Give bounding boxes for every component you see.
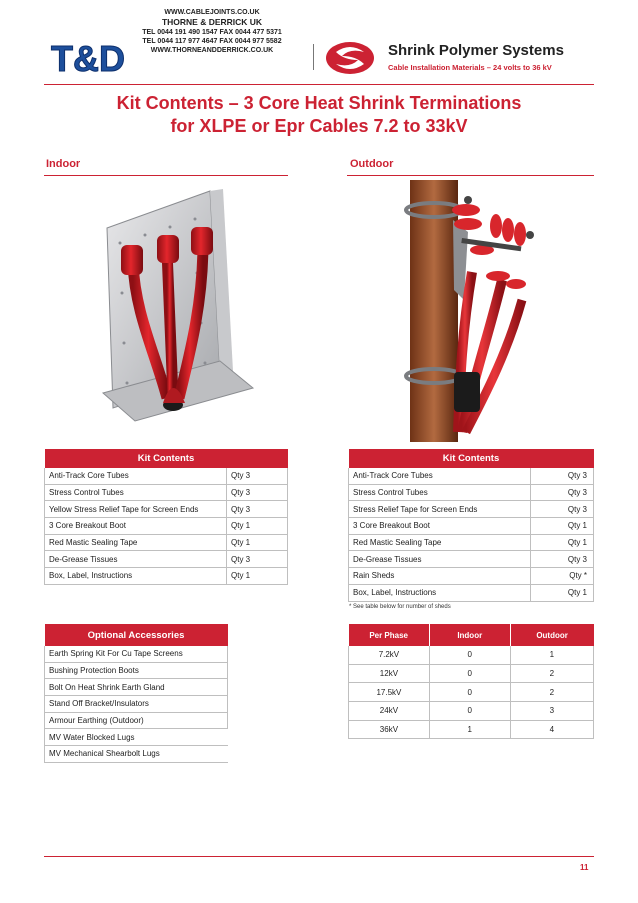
table-row	[349, 551, 594, 568]
table-row	[45, 534, 288, 551]
item-cell: Box, Label, Instructions	[45, 568, 227, 585]
indoor-cell: 1	[429, 720, 510, 739]
table-row	[45, 729, 228, 746]
table-row	[45, 501, 288, 518]
page-number: 11	[580, 863, 589, 872]
indoor-termination-image	[95, 183, 255, 428]
table-row	[349, 702, 594, 721]
brand-subtitle: Cable Installation Materials – 24 volts to 36 kV	[388, 63, 552, 72]
indoor-cell: 0	[429, 702, 510, 721]
outdoor-rule	[347, 175, 594, 176]
table-row	[45, 746, 228, 763]
outdoor-cell: 2	[510, 683, 593, 702]
table-row	[349, 646, 594, 664]
accessories-header: Optional Accessories	[45, 624, 228, 646]
table-row	[349, 683, 594, 702]
outdoor-kit-header-row	[349, 449, 594, 468]
accessory-item: MV Water Blocked Lugs	[45, 729, 228, 746]
table-row	[45, 468, 288, 484]
page-title	[40, 92, 598, 138]
qty-cell: Qty 1	[531, 518, 594, 535]
website: WWW.CABLEJOINTS.CO.UK	[164, 9, 260, 16]
contact-block	[132, 8, 292, 55]
accessory-item: Stand Off Bracket/Insulators	[45, 696, 228, 713]
header-rule	[44, 84, 594, 85]
table-row	[349, 484, 594, 501]
qty-cell: Qty 3	[531, 468, 594, 484]
qty-cell: Qty 3	[531, 501, 594, 518]
sheds-header-row	[349, 624, 594, 646]
website-2: WWW.THORNEANDDERRICK.CO.UK	[150, 47, 274, 54]
indoor-cell: 0	[429, 683, 510, 702]
table-row	[349, 501, 594, 518]
item-cell: De-Grease Tissues	[349, 551, 531, 568]
outdoor-termination-image	[398, 180, 548, 442]
outdoor-cell: 1	[510, 646, 593, 664]
voltage-cell: 24kV	[349, 702, 430, 721]
item-cell: Stress Relief Tape for Screen Ends	[349, 501, 531, 518]
td-logo-text: T&D	[51, 38, 125, 78]
table-row	[349, 720, 594, 739]
item-cell: 3 Core Breakout Boot	[45, 518, 227, 535]
accessory-item: Armour Earthing (Outdoor)	[45, 712, 228, 729]
optional-accessories-table	[44, 624, 228, 763]
outdoor-cell: 4	[510, 720, 593, 739]
table-row	[349, 468, 594, 484]
item-cell: Rain Sheds	[349, 568, 531, 585]
sheds-header-per-phase: Per Phase	[349, 624, 430, 646]
table-row	[45, 679, 228, 696]
qty-cell: Qty 1	[227, 568, 288, 585]
qty-cell: Qty 1	[227, 534, 288, 551]
table-row	[45, 484, 288, 501]
table-row	[349, 584, 594, 601]
table-row	[349, 664, 594, 683]
telephone-1: TEL 0044 191 490 1547 FAX 0044 477 5371	[142, 29, 282, 36]
indoor-rule	[44, 175, 288, 176]
item-cell: Stress Control Tubes	[349, 484, 531, 501]
indoor-kit-header-row	[45, 449, 288, 468]
brand-title: Shrink Polymer Systems	[388, 42, 564, 59]
qty-cell: Qty *	[531, 568, 594, 585]
table-row	[45, 712, 228, 729]
sps-logo-icon	[320, 38, 380, 78]
company-name: THORNE & DERRICK UK	[161, 17, 263, 27]
accessory-item: Bushing Protection Boots	[45, 662, 228, 679]
sheds-header-indoor: Indoor	[429, 624, 510, 646]
telephone-2: TEL 0044 117 977 4647 FAX 0044 977 5582	[142, 38, 282, 45]
table-row	[349, 518, 594, 535]
outdoor-cell: 3	[510, 702, 593, 721]
outdoor-cell: 2	[510, 664, 593, 683]
header-divider	[313, 44, 314, 70]
qty-cell: Qty 1	[227, 518, 288, 535]
table-row	[349, 568, 594, 585]
qty-cell: Qty 3	[531, 551, 594, 568]
table-row	[45, 696, 228, 713]
indoor-cell: 0	[429, 664, 510, 683]
table-row	[45, 568, 288, 585]
rain-sheds-table	[348, 624, 594, 739]
td-logo	[50, 38, 126, 78]
qty-cell: Qty 3	[531, 484, 594, 501]
page-title-line-1: Kit Contents – 3 Core Heat Shrink Terminations	[116, 93, 522, 113]
outdoor-heading: Outdoor	[350, 158, 394, 170]
page-title-line-2: for XLPE or Epr Cables 7.2 to 33kV	[170, 116, 468, 136]
voltage-cell: 36kV	[349, 720, 430, 739]
voltage-cell: 12kV	[349, 664, 430, 683]
table-row	[349, 534, 594, 551]
sheds-header-outdoor: Outdoor	[510, 624, 593, 646]
voltage-cell: 17.5kV	[349, 683, 430, 702]
item-cell: Red Mastic Sealing Tape	[349, 534, 531, 551]
item-cell: Anti-Track Core Tubes	[349, 468, 531, 484]
outdoor-kit-table	[348, 449, 594, 602]
item-cell: Stress Control Tubes	[45, 484, 227, 501]
table-row	[45, 518, 288, 535]
indoor-kit-table	[44, 449, 288, 585]
footer-rule	[44, 856, 594, 857]
indoor-kit-header: Kit Contents	[45, 449, 288, 468]
item-cell: Anti-Track Core Tubes	[45, 468, 227, 484]
qty-cell: Qty 1	[531, 534, 594, 551]
accessories-header-row	[45, 624, 228, 646]
table-row	[45, 646, 228, 662]
item-cell: Box, Label, Instructions	[349, 584, 531, 601]
item-cell: De-Grease Tissues	[45, 551, 227, 568]
item-cell: Red Mastic Sealing Tape	[45, 534, 227, 551]
qty-cell: Qty 3	[227, 484, 288, 501]
qty-cell: Qty 3	[227, 551, 288, 568]
accessory-item: MV Mechanical Shearbolt Lugs	[45, 746, 228, 763]
qty-cell: Qty 1	[531, 584, 594, 601]
accessory-item: Earth Spring Kit For Cu Tape Screens	[45, 646, 228, 662]
table-row	[45, 662, 228, 679]
indoor-cell: 0	[429, 646, 510, 664]
qty-cell: Qty 3	[227, 468, 288, 484]
accessory-item: Bolt On Heat Shrink Earth Gland	[45, 679, 228, 696]
item-cell: 3 Core Breakout Boot	[349, 518, 531, 535]
outdoor-kit-header: Kit Contents	[349, 449, 594, 468]
qty-cell: Qty 3	[227, 501, 288, 518]
item-cell: Yellow Stress Relief Tape for Screen Ends	[45, 501, 227, 518]
table-row	[45, 551, 288, 568]
voltage-cell: 7.2kV	[349, 646, 430, 664]
sheds-footnote: * See table below for number of sheds	[349, 604, 451, 610]
indoor-heading: Indoor	[46, 158, 81, 170]
